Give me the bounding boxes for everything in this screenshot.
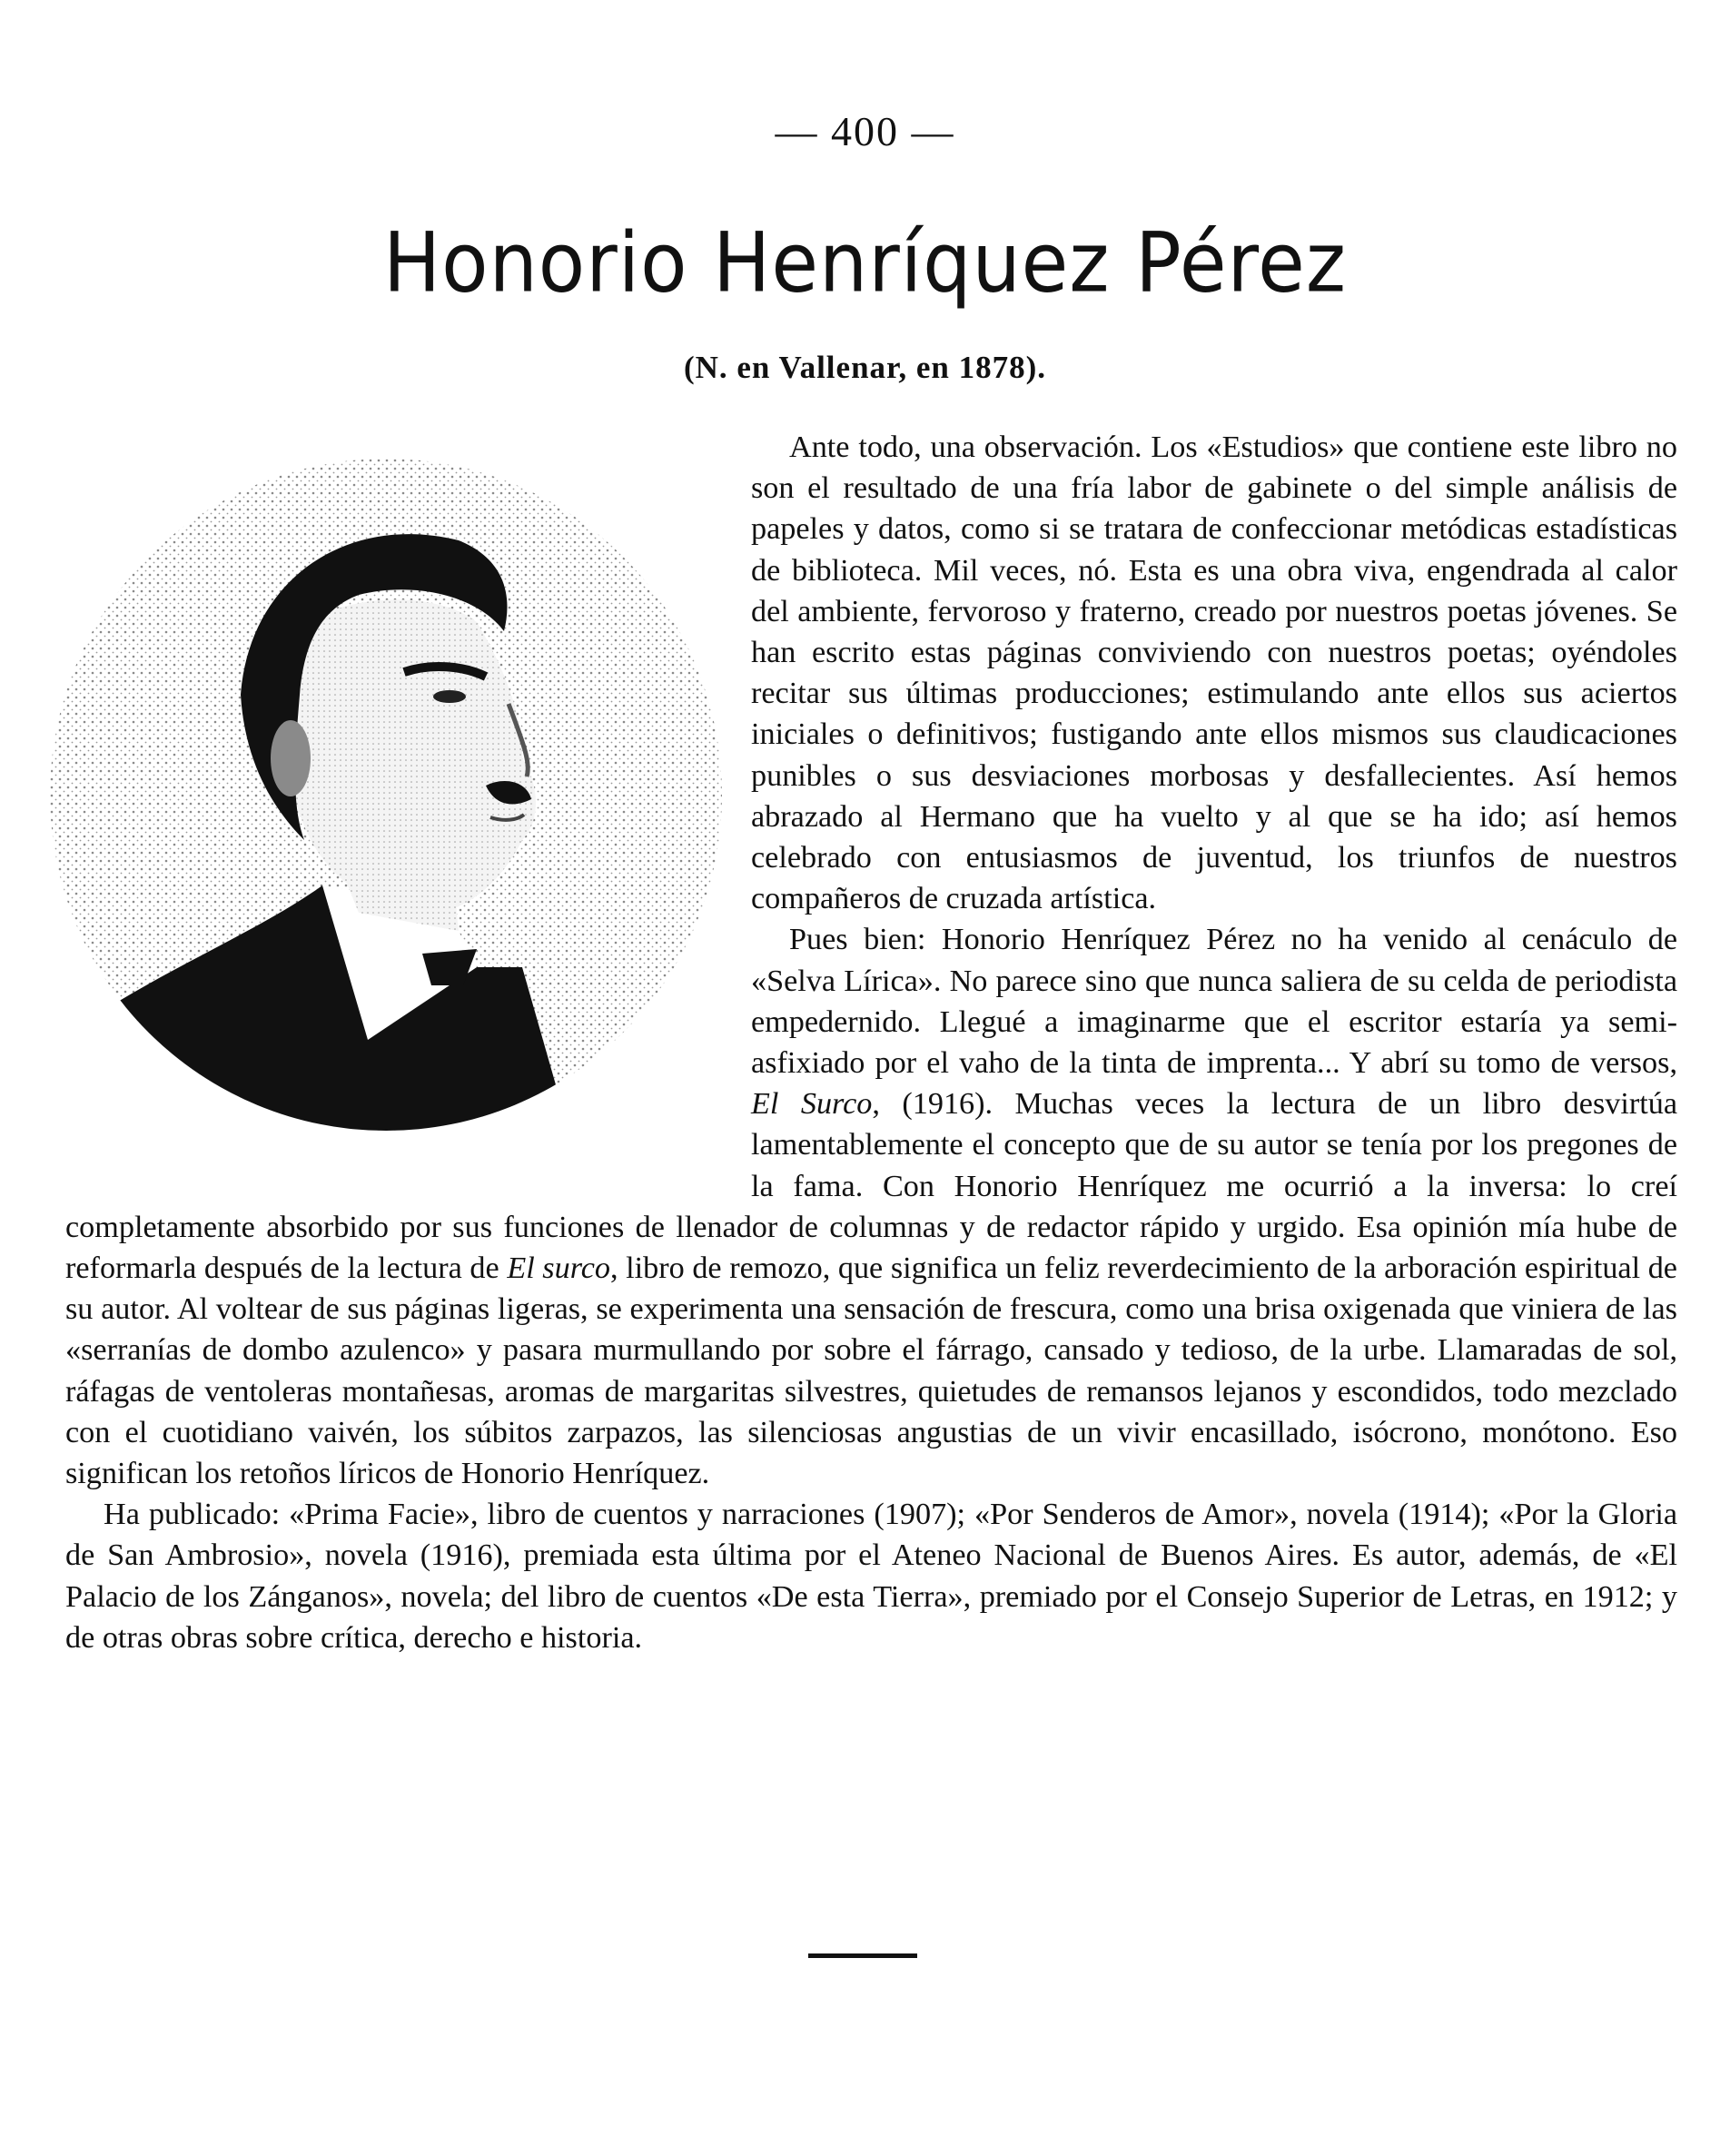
paragraph-publications: Ha publicado: «Prima Facie», libro de cuentos y narraciones (1907); «Por Senderos de Amor», novela (1914); «Por la Gloria de San Ambrosio», novela (1916), premiada esta última por el Ateneo Nacional de Buenos Aires. Es autor, además, de «El Palacio de los Zánganos», novela; del libro de cuentos «De esta Tierra», premiado por el Consejo Superior de Letras, en 1912; y de otras obras sobre crítica, derecho e historia. <box>65 1498 1677 1655</box>
review-text-part-1: Pues bien: Honorio Henríquez Pérez no ha venido al cenáculo de «Selva Lírica». No parece sino que nunca saliera de su celda de periodista empedernido. Llegué a imaginarme que el escritor estaría ya semi-asfixiado por el vaho de la tinta de imprenta... Y abrí su tomo de versos, <box>751 923 1677 1081</box>
biography-text <box>65 427 1677 1658</box>
article-subtitle: (N. en Vallenar, en 1878). <box>683 350 1047 385</box>
paragraph-intro: Ante todo, una observación. Los «Estudios» que contiene este libro no son el resultado de una fría labor de gabinete o del simple análisis de papeles y datos, como si se tratara de confeccionar metódicas estadísticas de biblioteca. Mil veces, nó. Esta es una obra viva, engendrada al calor del ambiente, fervoroso y fraterno, creado por nuestros poetas jóvenes. Se han escrito estas páginas conviviendo con nuestros poetas; oyéndoles recitar sus últimas producciones; estimulando ante ellos sus aciertos iniciales o definitivos; fustigando ante ellos mismos sus claudicaciones punibles o sus desviaciones morbosas y desfallecientes. Así hemos abrazado al Hermano que ha vuelto y al que se ha ido; así hemos celebrado con entusiasmos de juventud, los triunfos de nuestros compañeros de cruzada artística. <box>751 430 1677 916</box>
end-rule <box>808 1953 917 1958</box>
book-title-el-surco-2: El surco <box>507 1251 610 1286</box>
page-number: — 400 — <box>775 108 955 154</box>
review-text-part-3: , libro de remozo, que significa un feliz reverdecimiento de la arboración espiritual de su autor. Al voltear de sus páginas ligeras, se experimenta una sensación de frescura, como una brisa oxigenada que viniera de las «serranías de dombo azulenco» y pasara murmullando por sobre el fárrago, cansado y tedioso, de la urbe. Llamaradas de sol, ráfagas de ventoleras montañesas, aromas de margaritas silvestres, quietudes de remansos lejanos y escondidos, todo mezclado con el cuotidiano vaivén, los súbitos zarpazos, las silenciosas angustias de un vivir encasillado, isócrono, monótono. Eso significan los retoños líricos de Honorio Henríquez. <box>65 1251 1677 1491</box>
portrait-wrap-spacer <box>65 427 751 1203</box>
article-title: Honorio Henríquez Pérez <box>383 214 1347 311</box>
book-title-el-surco: El Surco <box>751 1087 873 1122</box>
review-text-part-2: , (1916). Muchas veces la lectura de un libro desvirtúa lamentablemente el concepto que de su autor se tenía por los pregones de la fama. Con Honorio Henríquez me ocurrió a la inversa: lo creí completamente absorbido por sus funciones de llenador de columnas y de redactor rápido y urgido. Esa opinión mía hube de reformarla después de la lectura de <box>65 1087 1678 1286</box>
